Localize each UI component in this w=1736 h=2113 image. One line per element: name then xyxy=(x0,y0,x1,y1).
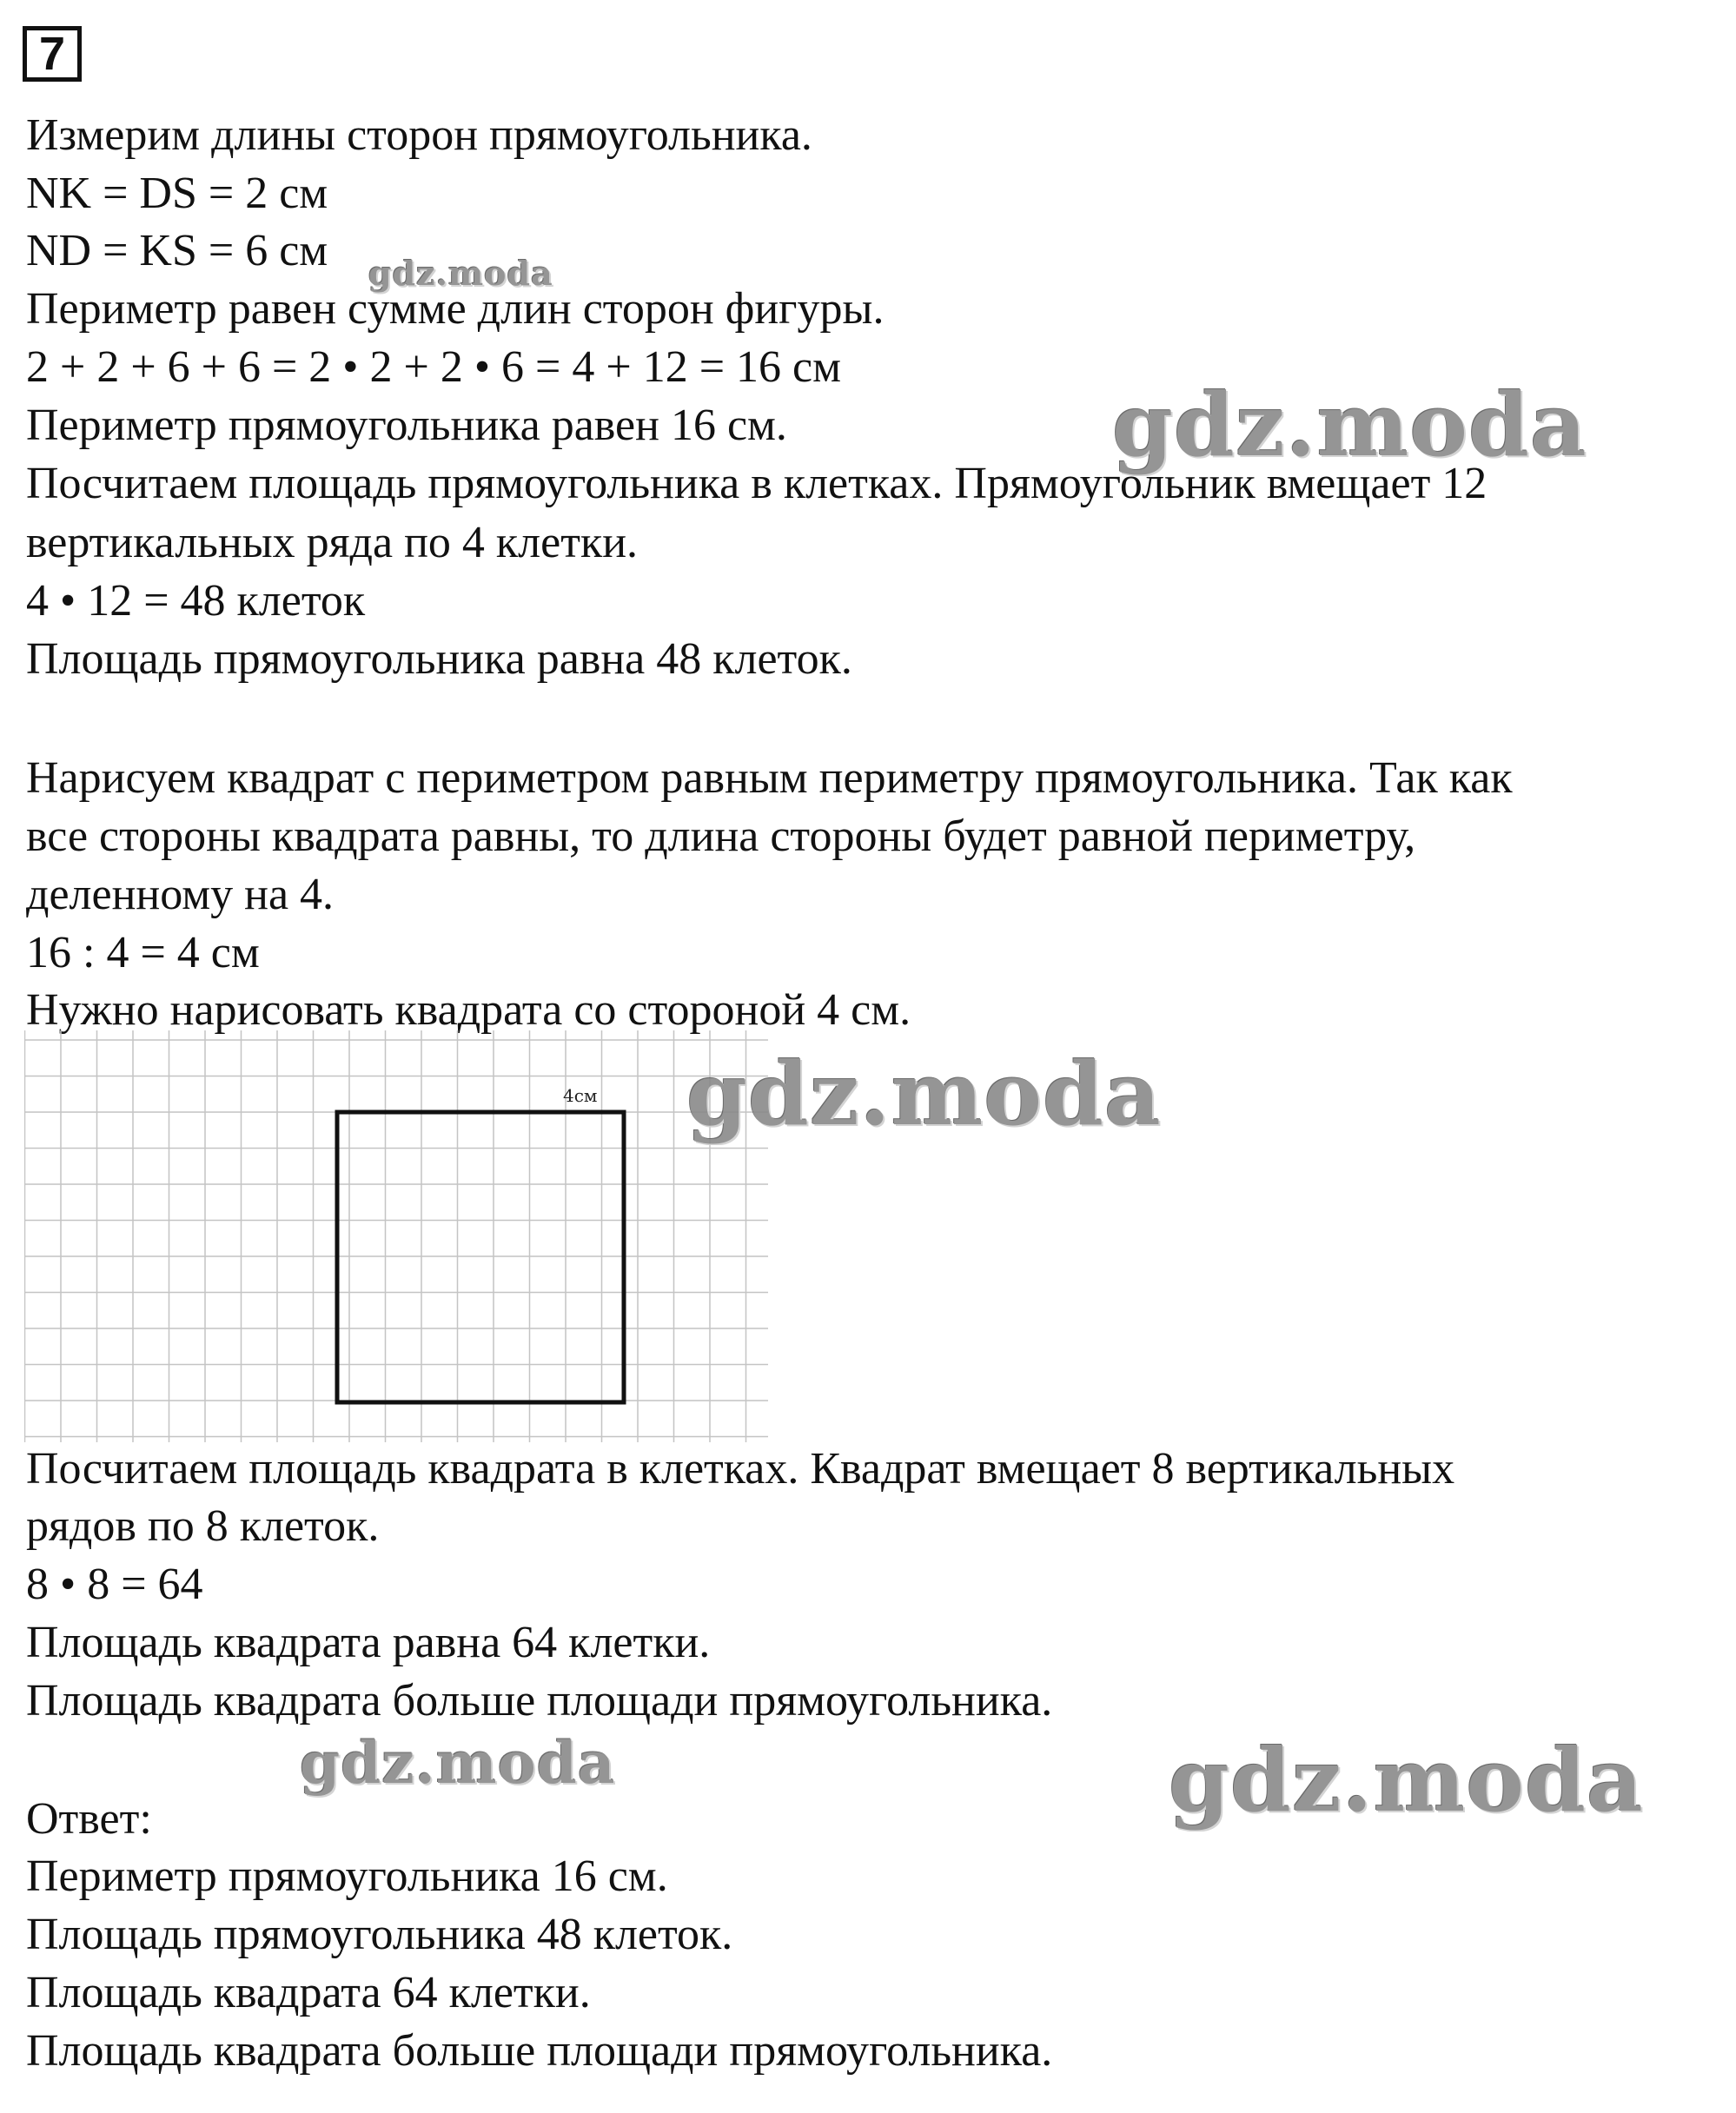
text-line: 4 • 12 = 48 клеток xyxy=(26,576,366,626)
answer-line: Площадь квадрата больше площади прямоугольника. xyxy=(26,2026,1053,2076)
text-line: Измерим длины сторон прямоугольника. xyxy=(26,110,812,160)
text-line: ND = KS = 6 см xyxy=(26,226,328,275)
text-line: вертикальных ряда по 4 клетки. xyxy=(26,518,639,567)
text-line: NK = DS = 2 см xyxy=(26,169,328,218)
drawn-square xyxy=(337,1112,624,1402)
answer-line: Периметр прямоугольника 16 см. xyxy=(26,1851,668,1901)
watermark: gdz.moda xyxy=(300,1729,616,1797)
text-line: Нарисуем квадрат с периметром равным периметру прямоугольника. Так как xyxy=(26,753,1513,803)
answer-title: Ответ: xyxy=(26,1794,152,1844)
text-line: Площадь прямоугольника равна 48 клеток. xyxy=(26,634,852,684)
text-line: 16 : 4 = 4 см xyxy=(26,928,260,977)
answer-line: Площадь прямоугольника 48 клеток. xyxy=(26,1910,733,1959)
grid-lines xyxy=(24,1030,768,1442)
watermark: gdz.moda xyxy=(1112,374,1587,476)
side-length-label: 4см xyxy=(563,1085,598,1106)
text-line: Площадь квадрата равна 64 клетки. xyxy=(26,1618,711,1667)
text-line: Периметр равен сумме длин сторон фигуры. xyxy=(26,284,885,334)
watermark: gdz.moda xyxy=(1169,1729,1644,1831)
text-line: Периметр прямоугольника равен 16 см. xyxy=(26,401,787,450)
watermark: gdz.moda xyxy=(686,1043,1162,1145)
text-line: Посчитаем площадь прямоугольника в клетках. Прямоугольник вмещает 12 xyxy=(26,459,1488,508)
text-line: Посчитаем площадь квадрата в клетках. Квадрат вмещает 8 вертикальных xyxy=(26,1444,1455,1494)
text-line: рядов по 8 клеток. xyxy=(26,1501,380,1551)
watermark: gdz.moda xyxy=(368,254,553,293)
text-line: Нужно нарисовать квадрата со стороной 4 см. xyxy=(26,985,911,1035)
text-line: 8 • 8 = 64 xyxy=(26,1560,203,1609)
answer-line: Площадь квадрата 64 клетки. xyxy=(26,1968,591,2017)
text-line: все стороны квадрата равны, то длина стороны будет равной периметру, xyxy=(26,811,1416,861)
grid-figure xyxy=(24,1030,768,1442)
text-line: деленному на 4. xyxy=(26,870,335,919)
text-line: Площадь квадрата больше площади прямоугольника. xyxy=(26,1676,1053,1726)
task-number-badge: 7 xyxy=(23,26,82,82)
text-line: 2 + 2 + 6 + 6 = 2 • 2 + 2 • 6 = 4 + 12 = 16 см xyxy=(26,342,842,392)
